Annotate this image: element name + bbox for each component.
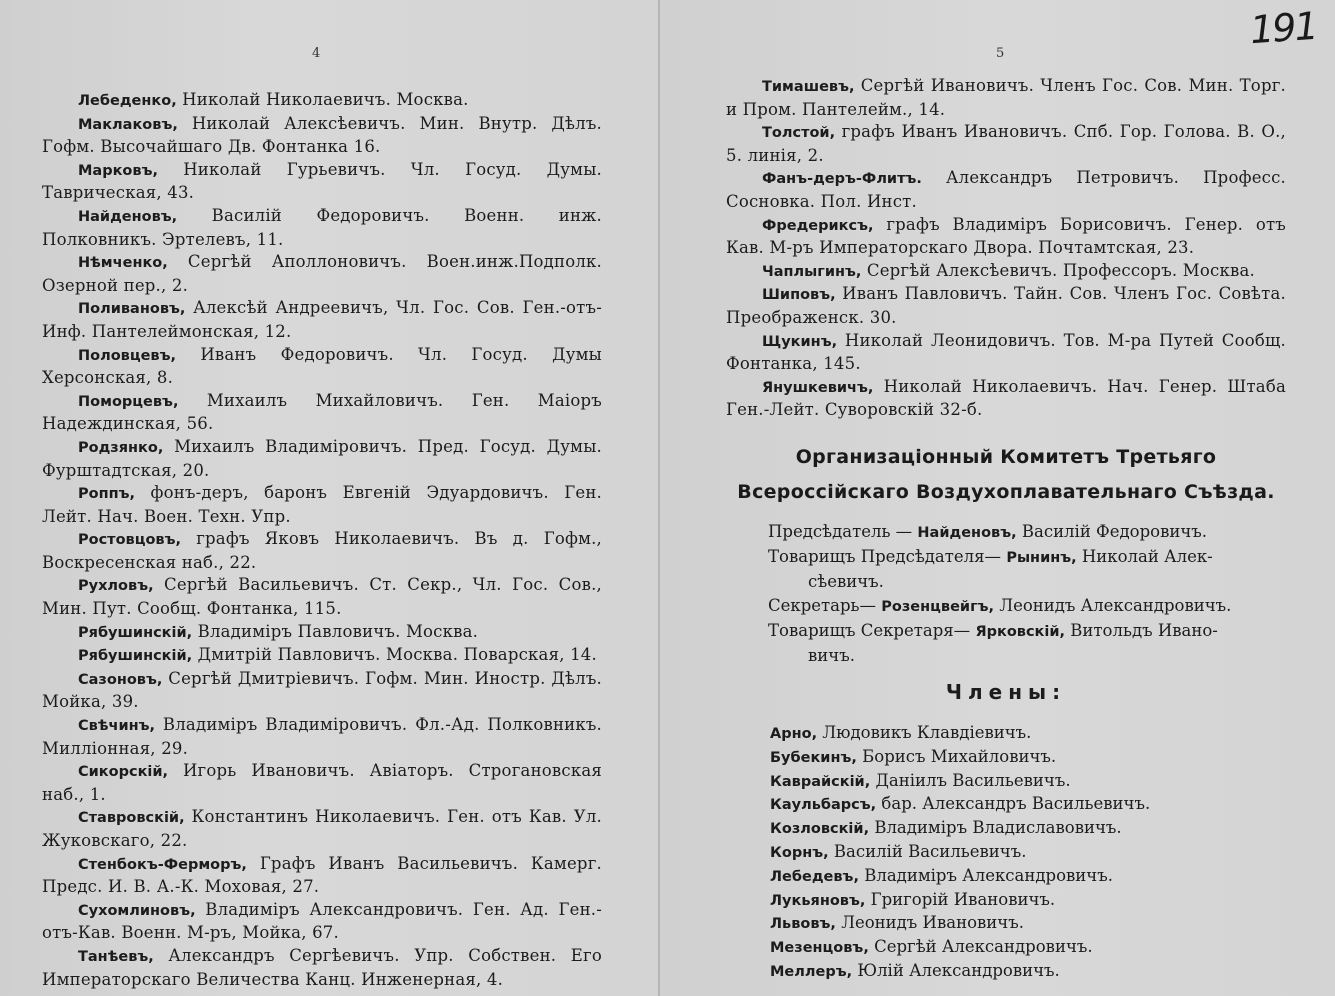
entry-details: фонъ-деръ, баронъ Евгеній Эдуардовичъ. Ген. Лейт. Нач. Воен. Техн. Упр. xyxy=(42,483,602,526)
entry-details: Сергѣй Дмитріевичъ. Гофм. Мин. Иностр. Дѣлъ. Мойка, 39. xyxy=(42,668,602,712)
entry-surname: Рухловъ, xyxy=(78,578,154,595)
directory-entry xyxy=(726,283,1286,329)
left-page xyxy=(0,0,660,996)
entry-details: Алексѣй Андреевичъ, Чл. Гос. Сов. Ген.-отъ-Инф. Пантелеймонская, 12. xyxy=(42,298,602,341)
committee-member-name: Василій Федоровичъ. xyxy=(1021,522,1208,541)
directory-entry xyxy=(42,760,602,806)
entry-details: Николай Николаевичъ. Нач. Генер. Штаба Ген.-Лейт. Суворовскій 32-б. xyxy=(726,376,1286,420)
directory-entry xyxy=(726,260,1286,284)
entry-details: Сергѣй Алексѣевичъ. Профессоръ. Москва. xyxy=(866,260,1255,280)
members-title: Члены: xyxy=(945,680,1067,704)
entry-surname: Ростовцовъ, xyxy=(78,532,182,549)
entry-details: Владиміръ Александровичъ. Ген. Ад. Ген.-отъ-Кав. Военн. М-ръ, Мойка, 67. xyxy=(42,899,602,943)
entry-surname: Сикорскій, xyxy=(78,764,169,781)
entry-surname: Свѣчинъ, xyxy=(78,718,156,735)
directory-entry xyxy=(42,945,602,991)
member-entry xyxy=(770,722,1290,746)
entry-details: Константинъ Николаевичъ. Ген. отъ Кав. Ул. Жуковскаго, 22. xyxy=(42,807,602,850)
directory-entry xyxy=(42,806,602,852)
member-entry xyxy=(770,936,1290,960)
entry-surname: Нѣмченко, xyxy=(78,255,168,272)
member-name: Сергѣй Александровичъ. xyxy=(874,937,1093,957)
directory-entry xyxy=(42,899,602,945)
entry-surname: Лебеденко, xyxy=(78,93,177,109)
entry-surname: Роппъ, xyxy=(78,486,136,503)
entry-details: Михаилъ Владиміровичъ. Пред. Госуд. Думы. Фурштадтская, 20. xyxy=(42,436,602,480)
entry-surname: Чаплыгинъ, xyxy=(762,263,862,280)
entry-details: Михаилъ Михайловичъ. Ген. Маіоръ Надеждинская, 56. xyxy=(42,390,602,434)
entry-details: графъ Иванъ Ивановичъ. Спб. Гор. Голова. В. О., 5. линія, 2. xyxy=(726,122,1287,165)
committee-entry xyxy=(768,594,1288,619)
entry-details: Дмитрій Павловичъ. Москва. Поварская, 14. xyxy=(197,645,597,665)
committee-member-name: Леонидъ Александровичъ. xyxy=(999,595,1232,615)
entry-details: Сергѣй Васильевичъ. Ст. Секр., Чл. Гос. Сов., Мин. Пут. Сообщ. Фонтанка, 115. xyxy=(42,575,603,619)
entry-surname: Фредериксъ, xyxy=(762,217,874,234)
right-page xyxy=(660,0,1335,996)
directory-entry xyxy=(726,167,1286,213)
directory-entry xyxy=(42,482,602,528)
members-list xyxy=(770,722,1290,984)
entry-surname: Марковъ, xyxy=(78,162,158,179)
directory-entry xyxy=(42,436,602,482)
entry-details: Николай Николаевичъ. Москва. xyxy=(182,90,469,109)
member-entry xyxy=(770,865,1290,889)
committee-member-surname: Ярковскій, xyxy=(975,623,1066,640)
entry-surname: Рябушинскій, xyxy=(78,624,193,641)
member-name: Василій Васильевичъ. xyxy=(833,841,1027,861)
entry-details: Владиміръ Владиміровичъ. Фл.-Ад. Полковникъ. Милліонная, 29. xyxy=(42,715,602,758)
directory-entry xyxy=(726,75,1286,121)
directory-entry xyxy=(726,214,1286,260)
entry-surname: Рябушинскій, xyxy=(78,648,193,665)
entry-details: Александръ Петровичъ. Професс. Сосновка. Пол. Инст. xyxy=(726,168,1286,211)
member-entry xyxy=(770,770,1290,794)
entry-details: Николай Леонидовичъ. Тов. М-ра Путей Сообщ. Фонтанка, 145. xyxy=(726,330,1286,374)
member-surname: Каврайскій, xyxy=(770,773,871,790)
member-name: Владиміръ Александровичъ. xyxy=(864,865,1113,885)
entry-surname: Поливановъ, xyxy=(78,301,186,318)
directory-entry xyxy=(42,528,602,574)
member-entry xyxy=(770,912,1290,936)
entry-details: графъ Яковъ Николаевичъ. Въ д. Гофм., Воскресенская наб., 22. xyxy=(42,529,602,572)
member-name: Владиміръ Владиславовичъ. xyxy=(874,818,1122,838)
committee-list xyxy=(768,520,1288,667)
member-surname: Лукьяновъ, xyxy=(770,892,866,909)
entry-details: Иванъ Федоровичъ. Чл. Госуд. Думы Херсонская, 8. xyxy=(42,344,602,388)
directory-entry xyxy=(42,159,602,205)
entry-surname: Ставровскій, xyxy=(78,810,185,827)
entry-details: Николай Алексѣевичъ. Мин. Внутр. Дѣлъ. Гофм. Высочайшаго Дв. Фонтанка 16. xyxy=(42,113,602,157)
heading-line-2: Всероссійскаго Воздухоплавательнаго Съѣзда. xyxy=(737,481,1275,503)
entry-details: Василій Федоровичъ. Военн. инж. Полковникъ. Эртелевъ, 11. xyxy=(42,205,602,249)
entry-surname: Маклаковъ, xyxy=(78,116,178,133)
directory-entry xyxy=(42,344,602,390)
entry-surname: Сазоновъ, xyxy=(78,671,163,688)
committee-member-name: Витольдъ Ивано- xyxy=(1070,620,1218,640)
committee-member-surname: Найденовъ, xyxy=(917,525,1017,541)
entry-surname: Шиповъ, xyxy=(762,287,836,304)
directory-entry xyxy=(726,330,1286,376)
member-entry xyxy=(770,960,1290,984)
member-name: Леонидъ Ивановичъ. xyxy=(841,913,1024,933)
right-page-list xyxy=(726,75,1286,422)
entry-details: Александръ Сергѣевичъ. Упр. Собствен. Его Императорскаго Величества Канц. Инженерная, 4. xyxy=(42,945,602,989)
member-surname: Лебедевъ, xyxy=(770,868,859,885)
directory-entry xyxy=(726,121,1286,167)
member-surname: Львовъ, xyxy=(770,916,836,933)
member-surname: Бубекинъ, xyxy=(770,749,857,766)
entry-details: графъ Владиміръ Борисовичъ. Генер. отъ Кав. М-ръ Императорскаго Двора. Почтамтская, 23. xyxy=(726,214,1286,258)
directory-entry xyxy=(42,714,602,760)
right-page-number: 5 xyxy=(996,46,1005,61)
directory-entry xyxy=(42,297,602,343)
member-name: Григорій Ивановичъ. xyxy=(870,889,1056,909)
entry-details: Владиміръ Павловичъ. Москва. xyxy=(197,621,479,641)
member-name: Людовикъ Клавдіевичъ. xyxy=(822,723,1032,742)
directory-entry xyxy=(42,853,602,899)
directory-entry xyxy=(42,205,602,251)
entry-surname: Толстой, xyxy=(762,125,836,142)
committee-role: Секретарь— xyxy=(768,595,877,615)
entry-surname: Янушкевичъ, xyxy=(762,379,874,396)
member-entry xyxy=(770,841,1290,865)
entry-surname: Стенбокъ-Ферморъ, xyxy=(78,856,247,873)
directory-entry xyxy=(42,89,602,113)
member-entry xyxy=(770,793,1290,817)
entry-surname: Тимашевъ, xyxy=(762,79,855,95)
committee-member-name-continued: сѣевичъ. xyxy=(808,572,884,592)
committee-role: Товарищъ Секретаря— xyxy=(768,620,971,640)
entry-surname: Танѣевъ, xyxy=(78,948,154,965)
directory-entry xyxy=(42,113,602,159)
directory-entry xyxy=(42,621,602,645)
handwritten-sheet-number: 191 xyxy=(1249,3,1319,53)
committee-member-name: Николай Алек- xyxy=(1081,547,1213,567)
committee-entry xyxy=(768,520,1288,545)
left-page-number: 4 xyxy=(312,46,321,61)
entry-surname: Сухомлиновъ, xyxy=(78,902,196,919)
entry-surname: Половцевъ, xyxy=(78,347,177,364)
entry-surname: Щукинъ, xyxy=(762,333,838,350)
member-surname: Меллеръ, xyxy=(770,963,853,980)
entry-details: Сергѣй Аполлоновичъ. Воен.инж.Подполк. Озерной пер., 2. xyxy=(42,252,603,295)
committee-member-surname: Рынинъ, xyxy=(1006,550,1077,567)
member-surname: Корнъ, xyxy=(770,844,829,861)
committee-member-surname: Розенцвейгъ, xyxy=(881,598,995,615)
committee-member-name-continued: вичъ. xyxy=(808,646,855,666)
directory-entry xyxy=(42,251,602,297)
member-surname: Арно, xyxy=(770,726,818,742)
entry-surname: Поморцевъ, xyxy=(78,393,179,410)
member-surname: Мезенцовъ, xyxy=(770,940,869,957)
entry-details: Иванъ Павловичъ. Тайн. Сов. Членъ Гос. Совѣта. Преображенск. 30. xyxy=(726,284,1286,327)
committee-role: Товарищъ Предсѣдателя— xyxy=(768,547,1002,567)
member-surname: Козловскій, xyxy=(770,821,870,838)
entry-details: Игорь Ивановичъ. Авіаторъ. Строгановская наб., 1. xyxy=(42,761,602,804)
directory-entry xyxy=(726,376,1286,422)
directory-entry xyxy=(42,644,602,668)
member-name: Борисъ Михайловичъ. xyxy=(862,746,1057,766)
member-entry xyxy=(770,889,1290,913)
left-page-list xyxy=(42,89,602,991)
entry-surname: Найденовъ, xyxy=(78,208,178,225)
member-name: Даніилъ Васильевичъ. xyxy=(875,770,1071,790)
entry-surname: Родзянко, xyxy=(78,439,164,456)
directory-entry xyxy=(42,390,602,436)
member-entry xyxy=(770,746,1290,770)
committee-role: Предсѣдатель — xyxy=(768,522,913,541)
directory-entry xyxy=(42,668,602,714)
entry-details: Графъ Иванъ Васильевичъ. Камерг. Предс. И. В. А.-К. Моховая, 27. xyxy=(42,853,602,897)
member-entry xyxy=(770,817,1290,841)
member-name: Юлій Александровичъ. xyxy=(857,960,1060,980)
committee-heading xyxy=(726,440,1286,510)
member-surname: Каульбарсъ, xyxy=(770,797,877,814)
heading-line-1: Организаціонный Комитетъ Третьяго xyxy=(795,446,1217,468)
committee-entry xyxy=(768,545,1288,593)
member-name: бар. Александръ Васильевичъ. xyxy=(881,794,1151,814)
entry-details: Сергѣй Ивановичъ. Членъ Гос. Сов. Мин. Торг. и Пром. Пантелейм., 14. xyxy=(726,76,1286,119)
committee-entry xyxy=(768,619,1288,667)
entry-surname: Фанъ-деръ-Флитъ. xyxy=(762,171,922,188)
directory-entry xyxy=(42,574,602,620)
entry-details: Николай Гурьевичъ. Чл. Госуд. Думы. Таврическая, 43. xyxy=(42,159,602,203)
